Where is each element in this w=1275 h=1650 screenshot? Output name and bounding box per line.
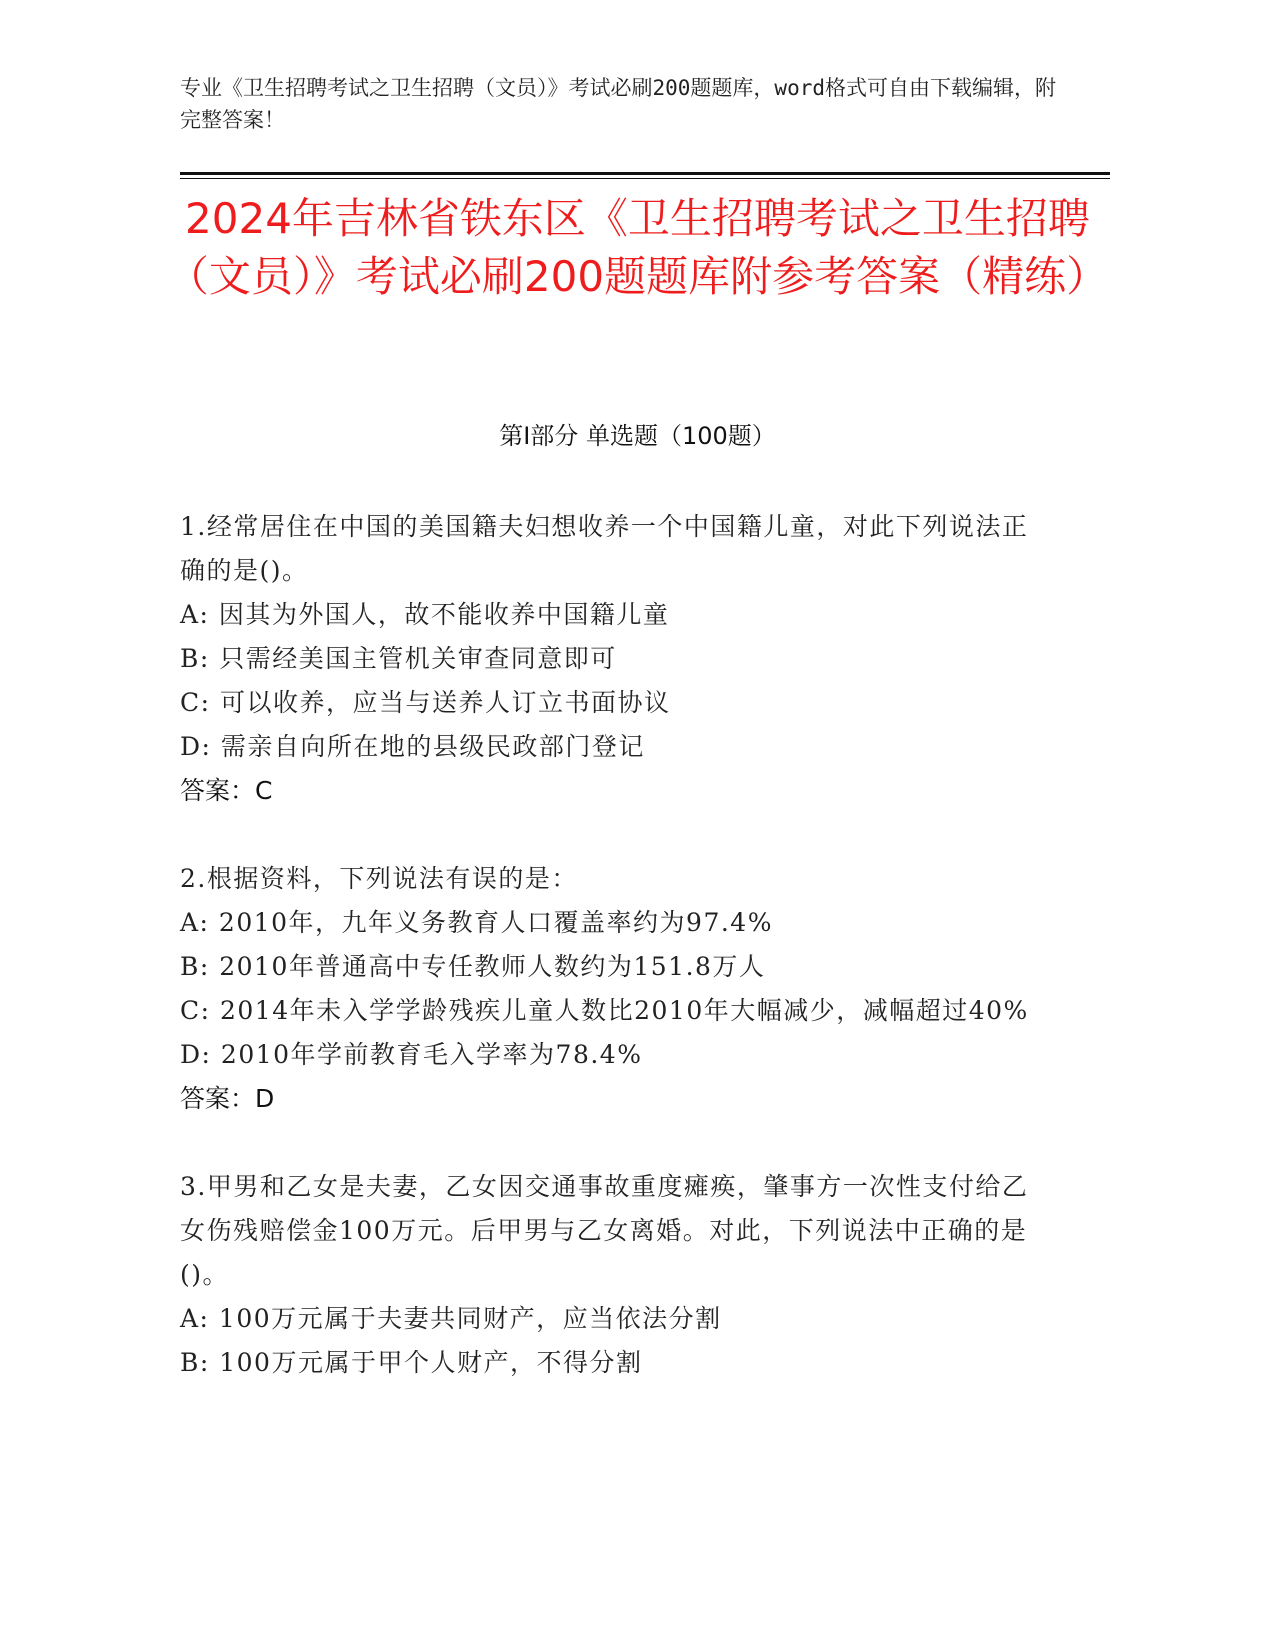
option-d: D: 需亲自向所在地的县级民政部门登记 xyxy=(180,732,645,761)
document-title: 2024年吉林省铁东区《卫生招聘考试之卫生招聘（文员）》考试必刷200题题库附参考答案（精练） xyxy=(166,194,1109,301)
option-b: B: 只需经美国主管机关审查同意即可 xyxy=(180,644,617,673)
question-stem: 2.根据资料，下列说法有误的是： xyxy=(180,864,578,893)
option-c: C: 可以收养，应当与送养人订立书面协议 xyxy=(180,688,671,717)
option-b: B: 2010年普通高中专任教师人数约为151.8万人 xyxy=(180,952,766,981)
header-divider-thin xyxy=(180,178,1110,179)
question-stem: 3.甲男和乙女是夫妻，乙女因交通事故重度瘫痪，肇事方一次性支付给乙女伤残赔偿金100万元。后甲男与乙女离婚。对此，下列说法中正确的是()。 xyxy=(180,1172,1029,1289)
option-d: D: 2010年学前教育毛入学率为78.4% xyxy=(180,1040,643,1069)
question-1 xyxy=(180,505,1040,813)
header-divider-thick xyxy=(180,172,1110,175)
header-note: 专业《卫生招聘考试之卫生招聘（文员）》考试必刷200题题库，word格式可自由下载编辑，附完整答案！ xyxy=(180,76,1056,132)
section-heading: 第Ⅰ部分 单选题（100题） xyxy=(499,422,776,450)
answer-text: 答案：C xyxy=(180,776,273,805)
question-list xyxy=(180,505,1040,1429)
option-b: B: 100万元属于甲个人财产，不得分割 xyxy=(180,1348,643,1377)
question-stem: 1.经常居住在中国的美国籍夫妇想收养一个中国籍儿童，对此下列说法正确的是()。 xyxy=(180,512,1029,585)
question-2 xyxy=(180,857,1040,1121)
answer-text: 答案：D xyxy=(180,1084,275,1113)
question-3 xyxy=(180,1165,1040,1385)
option-a: A: 因其为外国人，故不能收养中国籍儿童 xyxy=(180,600,670,629)
option-c: C: 2014年未入学学龄残疾儿童人数比2010年大幅减少，减幅超过40% xyxy=(180,996,1029,1025)
option-a: A: 100万元属于夫妻共同财产，应当依法分割 xyxy=(180,1304,722,1333)
option-a: A: 2010年，九年义务教育人口覆盖率约为97.4% xyxy=(180,908,773,937)
